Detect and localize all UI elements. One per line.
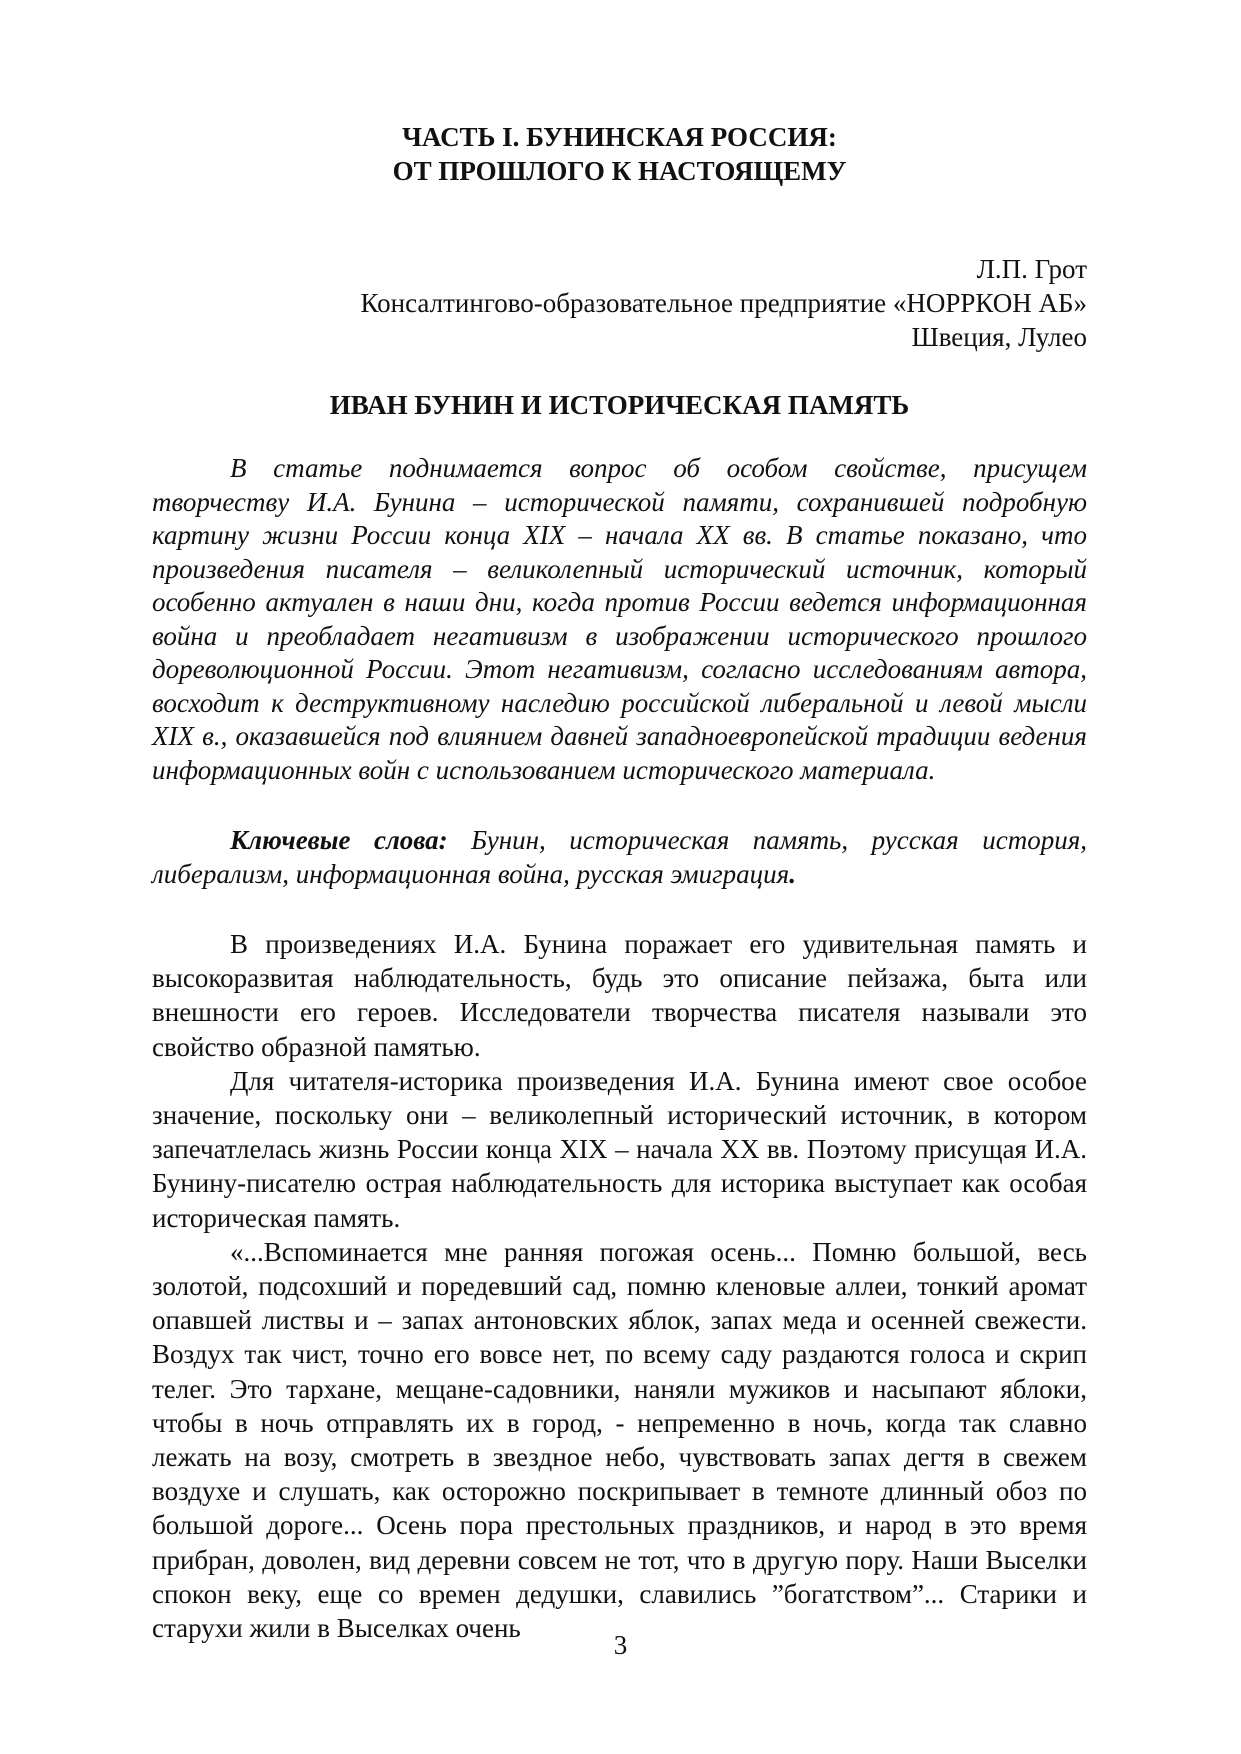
keywords: [152, 823, 1087, 891]
keywords-label: Ключевые слова:: [230, 825, 448, 855]
body-text: [152, 927, 1087, 1645]
author-name: Л.П. Грот: [976, 254, 1087, 284]
part-title-line-2: ОТ ПРОШЛОГО К НАСТОЯЩЕМУ: [392, 156, 847, 186]
abstract: В статье поднимается вопрос об особом свойстве, присущем творчеству И.А. Бунина – исторической памяти, сохранившей подробную картину жизни России конца XIX – начала XX вв. В статье показано, что произведения писателя – великолепный исторический источник, который особенно актуален в наши дни, когда против России ведется информационная война и преобладает негативизм в изображении исторического прошлого дореволюционной России. Этот негативизм, согласно исследованиям автора, восходит к деструктивному наследию российской либеральной и левой мысли XIX в., оказавшейся под влиянием давней западноевропейской традиции ведения информационных войн с использованием исторического материала.: [152, 453, 1087, 785]
body-paragraph-1: В произведениях И.А. Бунина поражает его удивительная память и высокоразвитая наблюдательность, будь это описание пейзажа, быта или внешности его героев. Исследователи творчества писателя называли это свойство образной памятью.: [152, 929, 1087, 1062]
part-title: [152, 120, 1087, 188]
author-location: Швеция, Лулео: [911, 322, 1087, 352]
author-block: [152, 252, 1087, 354]
author-affiliation: Консалтингово-образовательное предприятие «НОРРКОН АБ»: [360, 288, 1087, 318]
keywords-end: .: [789, 859, 796, 889]
article-title: ИВАН БУНИН И ИСТОРИЧЕСКАЯ ПАМЯТЬ: [329, 390, 910, 420]
keywords-text: Бунин, историческая память, русская история, либерализм, информационная война, русская эмиграция: [152, 825, 1087, 889]
body-paragraph-3: «...Вспоминается мне ранняя погожая осень... Помню большой, весь золотой, подсохший и поредевший сад, помню кленовые аллеи, тонкий аромат опавшей листвы и – запах антоновских яблок, запах меда и осенней свежести. Воздух так чист, точно его вовсе нет, по всему саду раздаются голоса и скрип телег. Это тархане, мещане-садовники, наняли мужиков и насыпают яблоки, чтобы в ночь отправлять их в город, - непременно в ночь, когда так славно лежать на возу, смотреть в звездное небо, чувствовать запах дегтя в свежем воздухе и слушать, как осторожно поскрипывает в темноте длинный обоз по большой дороге... Осень пора престольных праздников, и народ в это время прибран, доволен, вид деревни совсем не тот, что в другую пору. Наши Выселки спокон веку, еще со времен дедушки, славились ”богатством”... Старики и старухи жили в Выселках очень: [152, 1236, 1087, 1644]
page-content: [152, 120, 1087, 1645]
part-title-line-1: ЧАСТЬ I. БУНИНСКАЯ РОССИЯ:: [402, 122, 837, 152]
body-paragraph-2: Для читателя-историка произведения И.А. Бунина имеют свое особое значение, поскольку они – великолепный исторический источник, в котором запечатлелась жизнь России конца XIX – начала XX вв. Поэтому присущая И.А. Бунину-писателю острая наблюдательность для историка выступает как особая историческая память.: [152, 1065, 1087, 1233]
page-number: 3: [613, 1630, 628, 1660]
